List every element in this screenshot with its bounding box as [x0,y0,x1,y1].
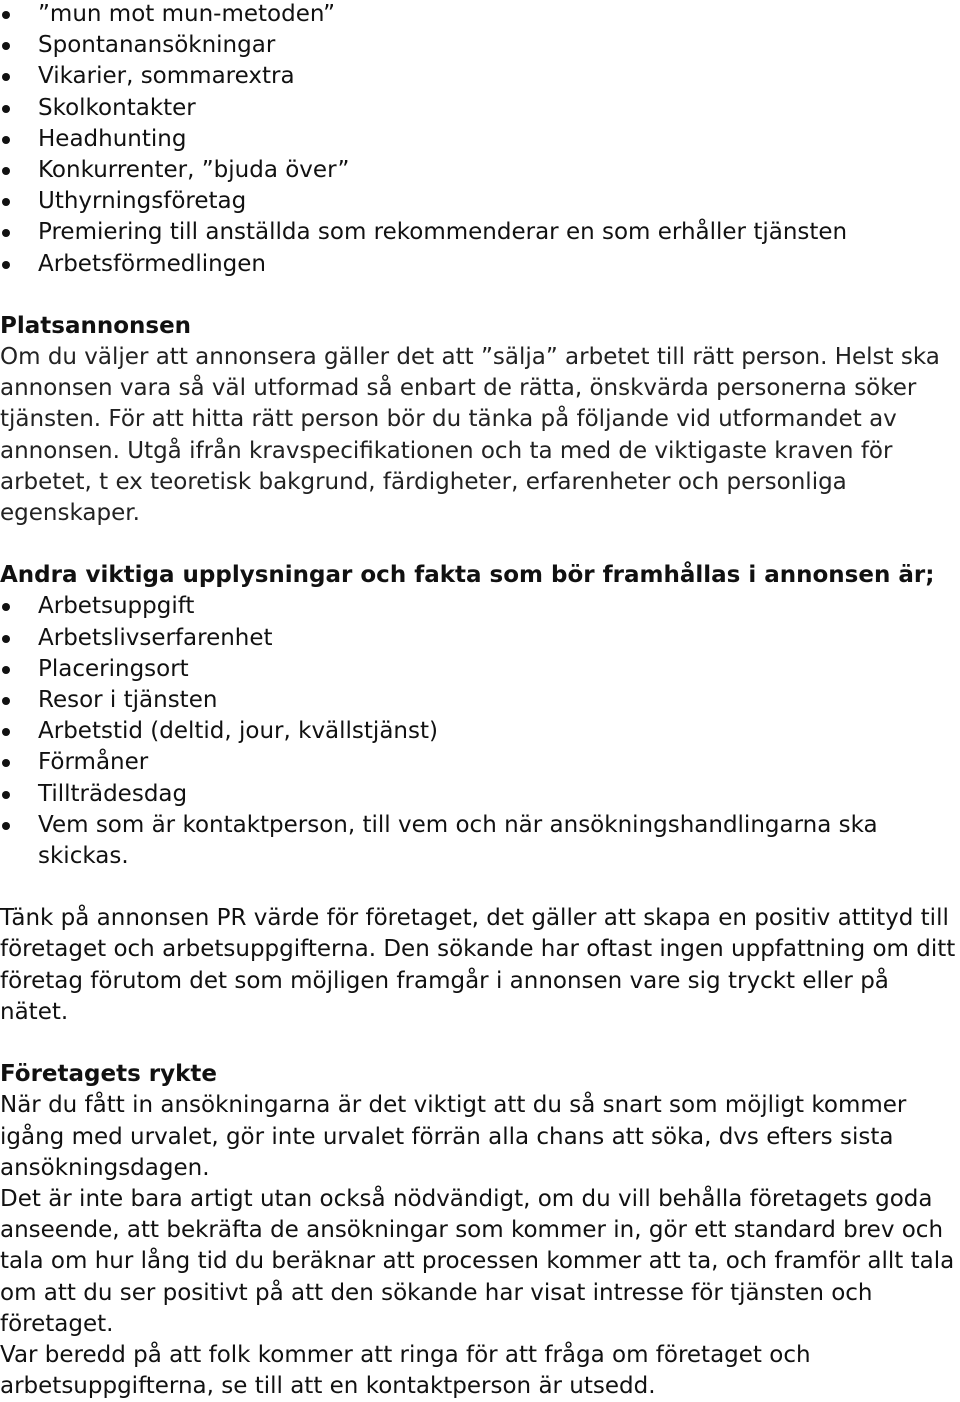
section-heading-andra-upplysningar: Andra viktiga upplysningar och fakta som bör framhållas i annonsen är; [0,562,935,589]
list-item: ”mun mot mun-metoden” [0,0,960,30]
list-item: Arbetsförmedlingen [0,249,960,280]
rykte-paragraph: Var beredd på att folk kommer att ringa för att fråga om företaget och arbetsuppgifterna, se till att en kontaktperson är utsedd. [0,1341,811,1400]
pr-value-paragraph: Tänk på annonsen PR värde för företaget, det gäller att skapa en positiv attityd till företaget och arbetsuppgifterna. Den sökande har oftast ingen uppfattning om ditt företag förutom det som möjligen framgår i annonsen vare sig tryckt eller på nätet. [0,905,956,1025]
list-item: Arbetsuppgift [0,591,960,622]
list-item: Spontanansökningar [0,30,960,61]
recruitment-channels-list [0,0,960,280]
spacer [0,529,960,560]
spacer [0,1028,960,1059]
list-item: Placeringsort [0,654,960,685]
ad-content-list [0,591,960,872]
spacer [0,280,960,311]
list-item: Uthyrningsföretag [0,186,960,217]
section-heading-platsannonsen: Platsannonsen [0,312,192,339]
list-item: Vem som är kontaktperson, till vem och när ansökningshandlingarna ska skickas. [0,810,960,872]
list-item: Tillträdesdag [0,779,960,810]
list-item: Headhunting [0,124,960,155]
list-item: Konkurrenter, ”bjuda över” [0,155,960,186]
list-item: Resor i tjänsten [0,685,960,716]
list-item: Arbetstid (deltid, jour, kvällstjänst) [0,716,960,747]
list-item: Arbetslivserfarenhet [0,623,960,654]
spacer [0,872,960,903]
section-heading-foretagets-rykte: Företagets rykte [0,1061,218,1088]
rykte-paragraph: Det är inte bara artigt utan också nödvändigt, om du vill behålla företagets goda anseende, att bekräfta de ansökningar som kommer in, gör ett standard brev och tala om hur lång tid du beräknar att processen kommer att ta, och framför allt tala om att du ser positivt på att den sökande har visat intresse för tjänsten och företaget. [0,1185,955,1337]
list-item: Vikarier, sommarextra [0,61,960,92]
platsannonsen-paragraph: Om du väljer att annonsera gäller det att ”sälja” arbetet till rätt person. Helst ska annonsen vara så väl utformad så enbart de rätta, önskvärda personerna söker tjänsten. För att hitta rätt person bör du tänka på följande vid utformandet av annonsen. Utgå ifrån kravspecifikationen och ta med de viktigaste kraven för arbetet, t ex teoretisk bakgrund, färdigheter, erfarenheter och personliga egenskaper. [0,344,940,527]
list-item: Förmåner [0,747,960,778]
list-item: Premiering till anställda som rekommenderar en som erhåller tjänsten [0,217,960,248]
rykte-paragraph: När du fått in ansökningarna är det viktigt att du så snart som möjligt kommer igång med urvalet, gör inte urvalet förrän alla chans att söka, dvs efters sista ansökningsdagen. [0,1092,907,1181]
list-item: Skolkontakter [0,93,960,124]
